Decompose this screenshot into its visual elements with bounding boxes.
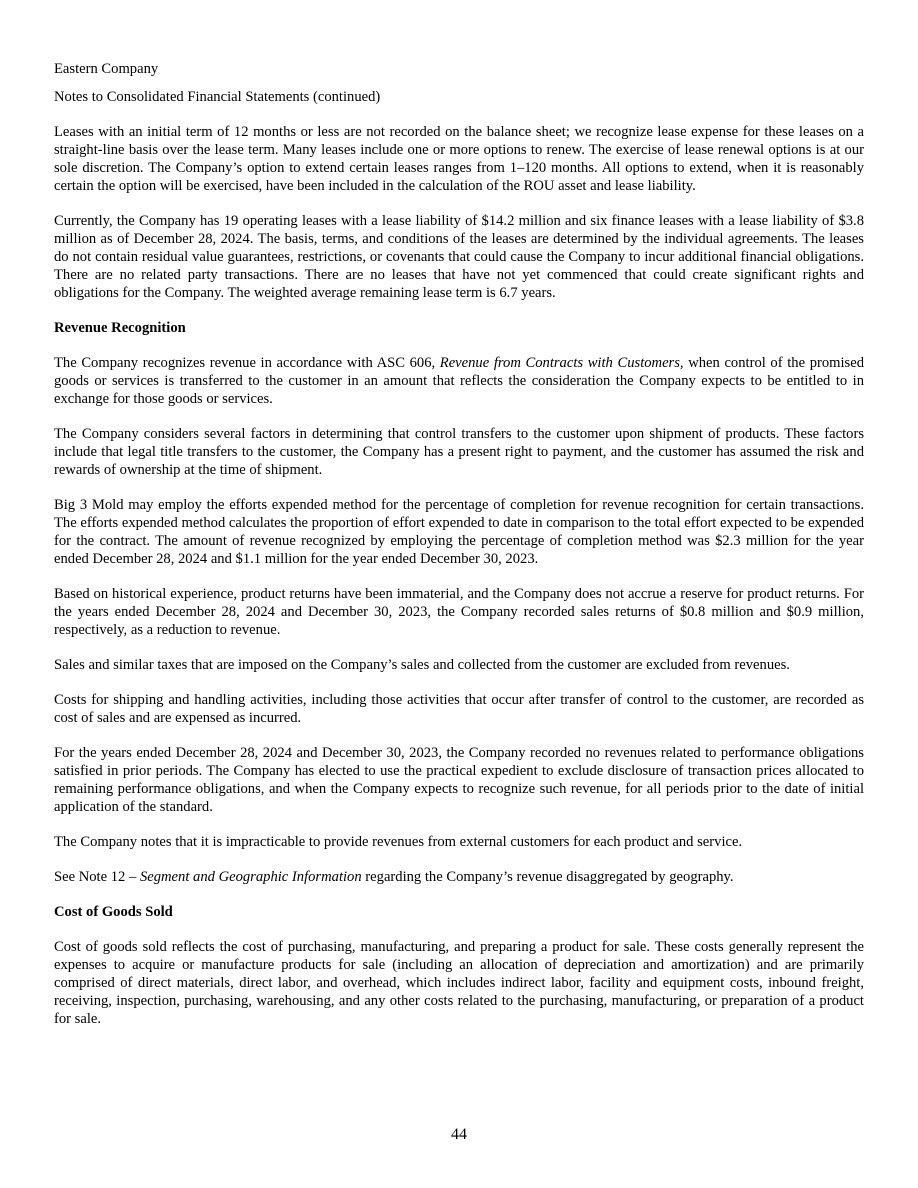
paragraph-performance-obligations: For the years ended December 28, 2024 and December 30, 2023, the Company recorded no revenues related to performance obligations satisfied in prior periods. The Company has elected to use the practical expedient to exclude disclosure of transaction prices allocated to remaining performance obligations, and when the Company expects to recognize such revenue, for all periods prior to the date of initial application of the standard. (54, 745, 864, 815)
paragraph-cost-of-goods-sold: Cost of goods sold reflects the cost of purchasing, manufacturing, and preparing a product for sale. These costs generally represent the expenses to acquire or manufacture products for sale (including an allocation of depreciation and amortization) and are primarily comprised of direct materials, direct labor, and overhead, which includes indirect labor, facility and equipment costs, inbound freight, receiving, inspection, purchasing, warehousing, and any other costs related to the purchasing, manufacturing, or preparation of a product for sale. (54, 939, 864, 1027)
note-12-text-a: See Note 12 – (54, 869, 140, 885)
asc-606-text-b: when control of the promised goods or services is transferred to the customer in an amount that reflects the consideration the Company expects to be entitled to in exchange for those goods or services. (54, 355, 865, 407)
paragraph-short-term-leases: Leases with an initial term of 12 months or less are not recorded on the balance sheet; we recognize lease expense for these leases on a straight-line basis over the lease term. Many leases include one or more options to renew. The exercise of lease renewal options is at our sole discretion. The Company’s option to extend certain leases ranges from 1–120 months. All options to extend, when it is reasonably certain the option will be exercised, have been included in the calculation of the ROU asset and lease liability. (54, 124, 864, 194)
company-name: Eastern Company (54, 61, 159, 77)
cost-of-goods-sold-heading: Cost of Goods Sold (54, 904, 173, 920)
note-12-text-b: regarding the Company’s revenue disaggregated by geography. (361, 869, 734, 885)
paragraph-sales-taxes: Sales and similar taxes that are imposed on the Company’s sales and collected from the customer are excluded from revenues. (54, 657, 790, 673)
paragraph-control-transfer: The Company considers several factors in determining that control transfers to the customer upon shipment of products. These factors include that legal title transfers to the customer, the Company has a present right to payment, and the customer has assumed the risk and rewards of ownership at the time of shipment. (54, 426, 864, 478)
paragraph-note-12-reference (54, 868, 864, 886)
paragraph-big-3-mold: Big 3 Mold may employ the efforts expended method for the percentage of completion for revenue recognition for certain transactions. The efforts expended method calculates the proportion of effort expended to date in comparison to the total effort expected to be expended for the contract. The amount of revenue recognized by employing the percentage of completion method was $2.3 million for the year ended December 28, 2024 and $1.1 million for the year ended December 30, 2023. (54, 497, 864, 567)
paragraph-impracticable: The Company notes that it is impracticable to provide revenues from external customers for each product and service. (54, 834, 743, 850)
paragraph-product-returns: Based on historical experience, product returns have been immaterial, and the Company does not accrue a reserve for product returns. For the years ended December 28, 2024 and December 30, 2023, the Company recorded sales returns of $0.8 million and $0.9 million, respectively, as a reduction to revenue. (54, 586, 864, 638)
paragraph-shipping-handling: Costs for shipping and handling activities, including those activities that occur after transfer of control to the customer, are recorded as cost of sales and are expensed as incurred. (54, 692, 864, 726)
revenue-recognition-heading: Revenue Recognition (54, 320, 186, 336)
asc-606-text-a: The Company recognizes revenue in accordance with ASC 606, (54, 355, 440, 371)
paragraph-lease-counts: Currently, the Company has 19 operating leases with a lease liability of $14.2 million and six finance leases with a lease liability of $3.8 million as of December 28, 2024. The basis, terms, and conditions of the leases are determined by the individual agreements. The leases do not contain residual value guarantees, restrictions, or covenants that could cause the Company to incur additional financial obligations. There are no related party transactions. There are no leases that have not yet commenced that could create significant rights and obligations for the Company. The weighted average remaining lease term is 6.7 years. (54, 213, 864, 301)
document-page (54, 60, 864, 1045)
asc-606-title: Revenue from Contracts with Customers, (439, 355, 684, 371)
paragraph-asc-606 (54, 354, 864, 408)
note-12-title: Segment and Geographic Information (139, 869, 362, 885)
notes-subtitle: Notes to Consolidated Financial Statements (continued) (54, 89, 381, 105)
page-number: 44 (451, 1126, 467, 1143)
